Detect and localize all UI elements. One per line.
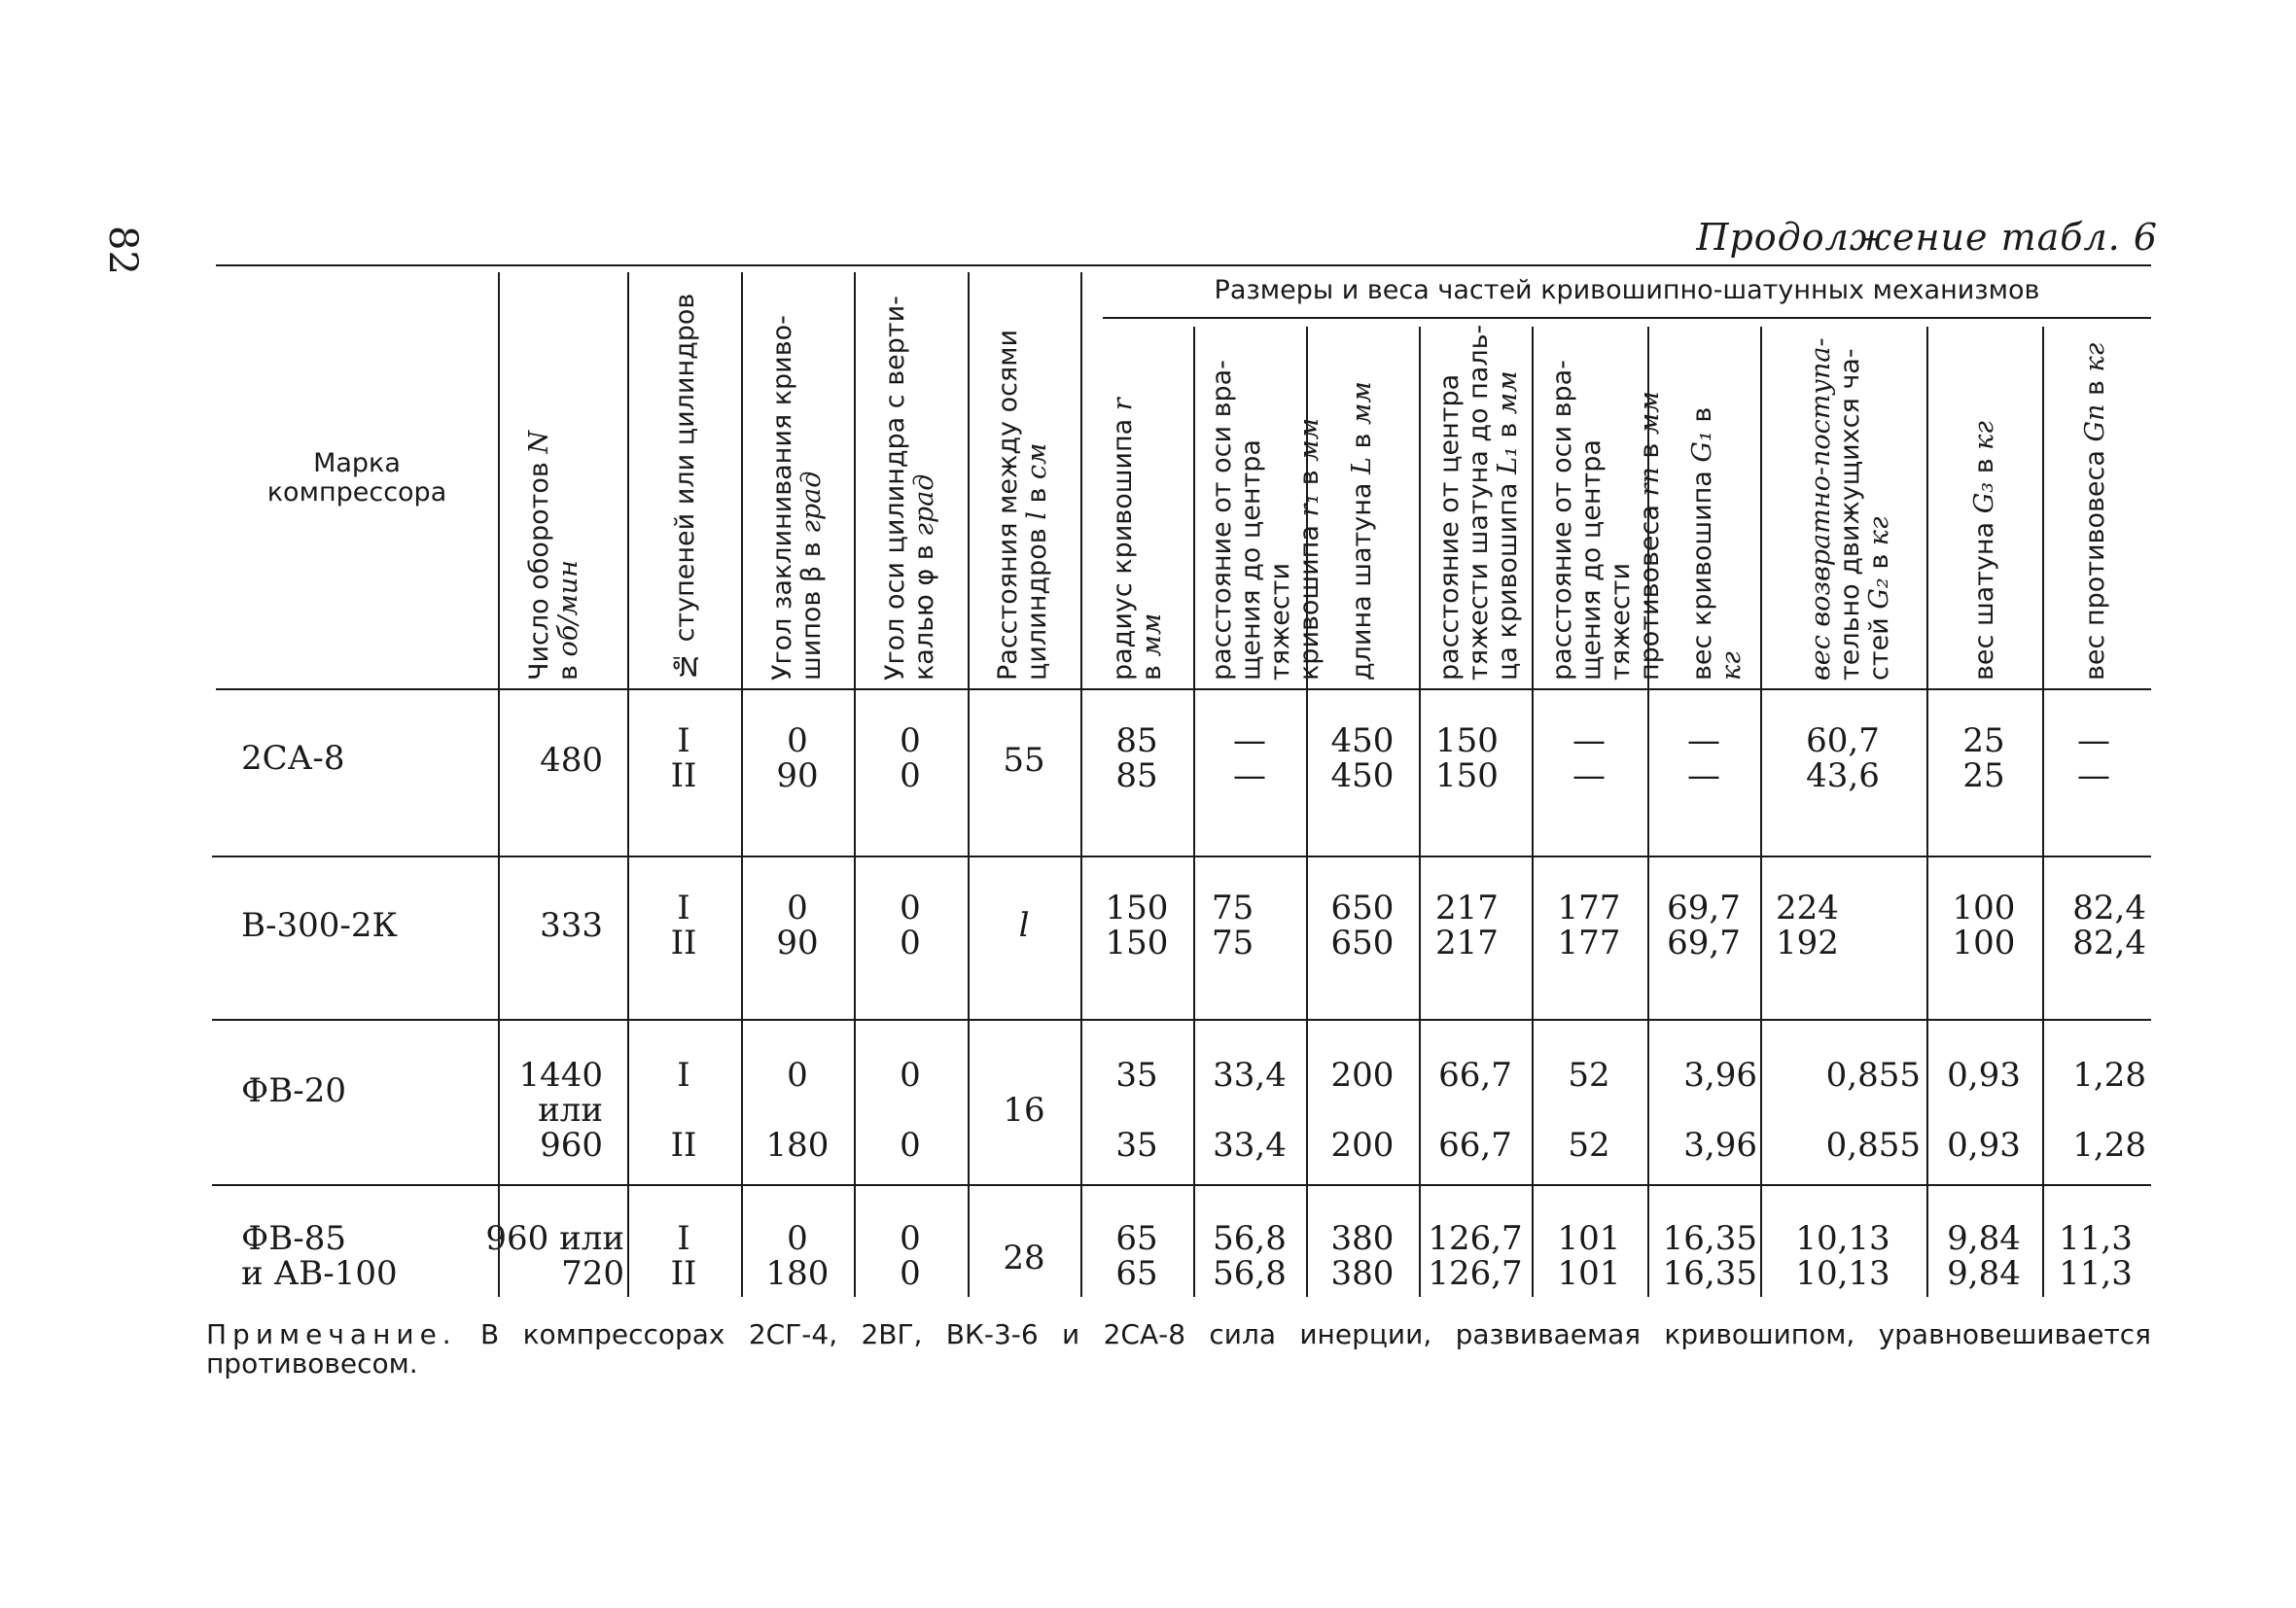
- header-counterweight-weight: вес противовеса Gп в кг: [2080, 342, 2110, 681]
- table-cell-rpm: 480: [540, 741, 603, 780]
- table-cell-G2: 224 192: [1776, 889, 1839, 962]
- column-rule: [2042, 327, 2044, 1297]
- table-cell-r1: 33,4 33,4: [1213, 1056, 1287, 1165]
- header-counterweight-cg-distance: расстояние от оси вра- щения до центра тяжести противовеса rп в мм: [1547, 360, 1665, 681]
- header-crank-radius: радиус кривошипа r в мм: [1108, 398, 1167, 681]
- header-bottom-rule: [216, 688, 2151, 690]
- header-cylinder-distance: Расстояния между осями цилиндров l в см: [993, 329, 1052, 681]
- row-separator: [212, 1019, 2151, 1021]
- header-brand: Марка компрессора: [266, 448, 447, 507]
- table-row-brand: ФВ-20: [241, 1071, 346, 1110]
- column-rule: [1080, 272, 1082, 1297]
- table-footnote: [206, 1320, 2151, 1379]
- column-rule: [854, 272, 856, 1297]
- column-rule: [498, 272, 500, 1297]
- column-rule: [1419, 327, 1421, 1297]
- table-cell-distance: 55: [1003, 741, 1045, 780]
- table-cell-r1: 56,8 56,8: [1213, 1219, 1287, 1293]
- table-cell-stage: I II: [670, 1056, 697, 1165]
- column-rule: [968, 272, 970, 1297]
- header-crank-weight: вес кривошипа G₁ в кг: [1687, 406, 1747, 681]
- column-rule: [627, 272, 629, 1297]
- table-cell-r1: 75 75: [1212, 889, 1254, 962]
- table-cell-stage: I II: [670, 721, 697, 795]
- row-separator: [212, 856, 2151, 857]
- table-cell-wedge: 0 90: [776, 721, 819, 795]
- table-cell-Gp: — —: [2077, 721, 2110, 795]
- table-cell-rp: 177 177: [1557, 889, 1621, 962]
- table-cell-distance: 16: [1003, 1091, 1045, 1130]
- table-cell-stage: I II: [670, 1219, 697, 1293]
- table-cell-wedge: 0 180: [765, 1219, 830, 1293]
- table-cell-stage: I II: [670, 889, 697, 962]
- table-cell-G1: — —: [1687, 721, 1720, 795]
- header-wedge-angle: Угол заклинивания криво- шипов β в град: [767, 315, 827, 681]
- footnote-label: Примечание.: [206, 1318, 457, 1350]
- table-cell-axis: 0 0: [900, 721, 921, 795]
- table-cell-G3: 9,84 9,84: [1947, 1219, 2021, 1293]
- row-separator: [212, 1184, 2151, 1186]
- table-cell-Gp: 82,4 82,4: [2072, 889, 2146, 962]
- table-cell-radius: 150 150: [1105, 889, 1169, 962]
- table-cell-rp: 101 101: [1557, 1219, 1621, 1293]
- table-cell-distance: 28: [1003, 1239, 1045, 1277]
- table-cell-Gp: 11,3 11,3: [2059, 1219, 2133, 1293]
- table-cell-L1: 150 150: [1435, 721, 1499, 795]
- table-cell-G3: 100 100: [1952, 889, 2016, 962]
- table-cell-rpm: 333: [540, 906, 603, 945]
- table-cell-L: 650 650: [1330, 889, 1395, 962]
- table-cell-rpm: 960 или 720: [485, 1219, 624, 1293]
- header-rod-length: длина шатуна L в мм: [1347, 381, 1377, 681]
- page-number: 82: [100, 226, 145, 275]
- table-cell-L1: 126,7 126,7: [1428, 1219, 1523, 1293]
- table-cell-G2: 10,13 10,13: [1795, 1219, 1890, 1293]
- table-top-rule: [216, 264, 2151, 266]
- table-cell-axis: 0 0: [900, 889, 921, 962]
- table-cell-axis: 0 0: [900, 1219, 921, 1293]
- column-rule: [1532, 327, 1534, 1297]
- column-rule: [1193, 327, 1195, 1297]
- table-cell-L: 380 380: [1330, 1219, 1395, 1293]
- table-cell-wedge: 0 180: [765, 1056, 830, 1165]
- table-cell-L1: 217 217: [1435, 889, 1499, 962]
- header-axis-angle: Угол оси цилиндра с верти- калью φ в град: [880, 296, 939, 681]
- header-crank-cg-distance: расстояние от оси вра- щения до центра тяжести кривошипа r₁ в мм: [1207, 360, 1325, 681]
- column-rule: [1926, 327, 1928, 1297]
- header-rod-cg-distance: расстояние от центра тяжести шатуна до паль- ца кривошипа L₁ в мм: [1434, 324, 1523, 681]
- header-stage: № ступеней или цилиндров: [670, 293, 700, 681]
- table-cell-radius: 65 65: [1115, 1219, 1158, 1293]
- table-cell-G1: 16,35 16,35: [1662, 1219, 1757, 1293]
- table-row-brand: В-300-2К: [241, 906, 398, 945]
- table-cell-G2: 0,855 0,855: [1825, 1056, 1921, 1165]
- table-cell-radius: 85 85: [1115, 721, 1158, 795]
- table-cell-axis: 0 0: [900, 1056, 921, 1165]
- table-cell-rp: 52 52: [1568, 1056, 1610, 1165]
- table-cell-L: 200 200: [1330, 1056, 1395, 1165]
- table-continuation-title: Продолжение табл. 6: [1696, 216, 2158, 259]
- table-cell-L: 450 450: [1330, 721, 1395, 795]
- table-cell-G1: 3,96 3,96: [1683, 1056, 1757, 1165]
- table-cell-rpm: 1440 или 960: [518, 1056, 603, 1165]
- table-cell-L1: 66,7 66,7: [1438, 1056, 1512, 1165]
- table-cell-G3: 0,93 0,93: [1947, 1056, 2021, 1165]
- footnote-text: В компрессорах 2СГ-4, 2ВГ, ВК-3-6 и 2СА-8 сила инерции, развиваемая кривошипом, уравновешивается противовесом.: [206, 1318, 2151, 1380]
- table-row-brand: 2СА-8: [241, 739, 345, 778]
- table-cell-G3: 25 25: [1962, 721, 2005, 795]
- table-cell-Gp: 1,28 1,28: [2072, 1056, 2146, 1165]
- table-cell-radius: 35 35: [1115, 1056, 1158, 1165]
- table-cell-r1: — —: [1233, 721, 1266, 795]
- header-mechanism-group: Размеры и веса частей кривошипно-шатунных механизмов: [1214, 275, 2040, 305]
- table-row-brand: ФВ-85 и АВ-100: [241, 1219, 398, 1293]
- table-cell-G1: 69,7 69,7: [1667, 889, 1741, 962]
- table-cell-rp: — —: [1572, 721, 1606, 795]
- header-reciprocating-weight: вес возвратно-поступа- тельно движущихся ча- стей G₂ в кг: [1806, 337, 1894, 681]
- column-rule: [1760, 327, 1762, 1297]
- header-rod-weight: вес шатуна G₃ в кг: [1969, 421, 1999, 681]
- column-rule: [741, 272, 743, 1297]
- table-cell-distance: l: [1018, 906, 1030, 945]
- table-cell-G2: 60,7 43,6: [1806, 721, 1880, 795]
- table-cell-wedge: 0 90: [776, 889, 819, 962]
- header-rpm: Число оборотов N в об/мин: [524, 431, 583, 681]
- group-header-rule: [1103, 317, 2151, 319]
